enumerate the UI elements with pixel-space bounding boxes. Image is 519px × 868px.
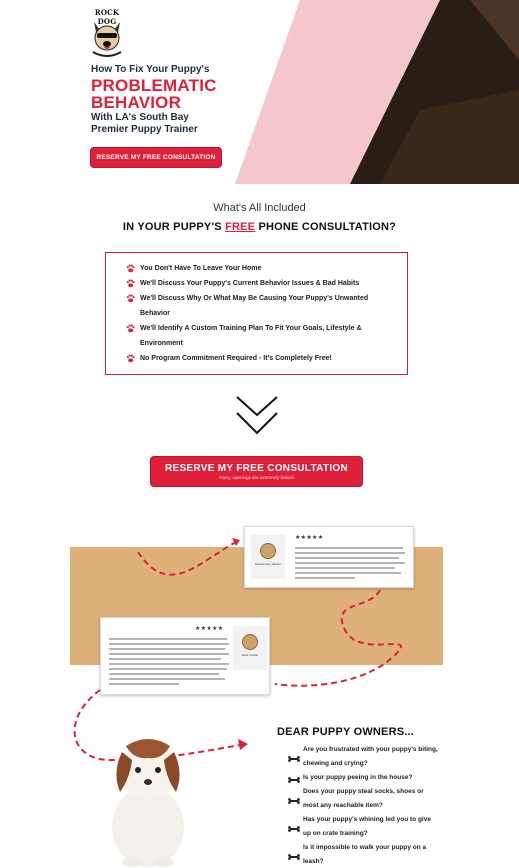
review-text-line [109,638,227,640]
review-card-2 [100,617,270,695]
hero-line-1: How To Fix Your Puppy's [91,64,210,75]
included-item-text: We'll Discuss Your Puppy's Current Behavior Issues & Bad Habits [140,280,360,287]
dear-item-text: Has your puppy's whining led you to give up on crate training? [303,816,431,837]
dog-logo-icon [88,16,126,62]
review-text-line [109,658,221,660]
dear-owners-title: DEAR PUPPY OWNERS... [277,726,415,738]
list-item [288,743,438,771]
main-reserve-subtext: Hurry, openings are extremely limited [219,475,294,480]
included-title-free: FREE [225,221,256,233]
included-item-text: No Program Commitment Required - It's Completely Free! [140,355,332,362]
dear-item-text: Is your puppy peeing in the house? [303,774,413,781]
hero-line-3b: Premier Puppy Trainer [91,124,198,135]
review-text-line [109,683,179,685]
list-item [288,841,438,868]
review-text-line [295,572,401,574]
paw-icon [126,294,135,303]
review-text-line [109,673,219,675]
hero-headline [91,64,261,136]
star-rating: ★★★★★ [295,535,324,541]
avatar [260,543,276,559]
review-text-line [109,678,225,680]
dear-item-text: Does your puppy steal socks, shoes or most any reachable item? [303,788,424,809]
review-text-line [295,567,395,569]
bone-icon [288,789,300,813]
logo-text: ROCK DOG [94,8,120,26]
double-chevron-down-icon [235,395,279,437]
paw-icon [126,324,135,333]
hero-line-3a: With LA's South Bay [91,112,189,123]
review-author: Dave Tucker [241,653,259,657]
review-text-line [109,648,225,650]
list-item [126,321,397,351]
dear-item-text: Is it impossible to walk your puppy on a leash? [303,844,427,865]
list-item [126,261,397,276]
included-pre-title: What's All Included [213,202,306,214]
included-item-text: You Don't Have To Leave Your Home [140,265,262,272]
list-item [288,771,438,785]
star-rating: ★★★★★ [195,626,224,632]
review-avatar-box [233,626,267,670]
review-text-line [295,557,399,559]
list-item [126,276,397,291]
bone-icon [288,845,300,868]
review-author: Denise Kay Jacobs [255,562,281,566]
bone-icon [288,775,300,785]
main-reserve-label: RESERVE MY FREE CONSULTATION [164,463,349,474]
review-text-line [295,577,355,579]
list-item [126,291,397,321]
included-title-after: PHONE CONSULTATION? [255,221,397,233]
bone-icon [288,747,300,771]
hero-section [0,0,519,184]
paw-icon [126,264,135,273]
list-item [126,351,397,366]
dear-owners-list [288,743,438,868]
review-text-line [295,552,405,554]
review-text-line [109,668,227,670]
included-title [0,221,519,233]
main-reserve-button[interactable] [150,456,363,487]
paw-icon [126,279,135,288]
hero-line-2b: BEHAVIOR [91,93,182,112]
puppy-image [92,712,202,868]
avatar [242,634,258,650]
list-item [288,785,438,813]
review-avatar-box [251,535,285,579]
hero-line-2a: PROBLEMATIC [91,76,217,95]
included-list-box [105,252,408,375]
included-item-text: We'll Discuss Why Or What May Be Causing Your Puppy's Unwanted Behavior [140,295,369,317]
rock-dog-logo[interactable] [88,8,126,62]
included-title-before: IN YOUR PUPPY'S [122,221,226,233]
list-item [288,813,438,841]
bone-icon [288,817,300,841]
review-text-line [109,653,229,655]
review-text-line [295,547,403,549]
dear-item-text: Are you frustrated with your puppy's biting, chewing and crying? [303,746,438,767]
included-item-text: We'll Identify A Custom Training Plan To Fit Your Goals, Lifestyle & Environment [140,325,362,347]
paw-icon [126,354,135,363]
review-card-1 [244,526,414,588]
review-text-line [295,562,405,564]
review-text-line [109,643,229,645]
hero-reserve-button[interactable]: RESERVE MY FREE CONSULTATION [90,147,222,168]
review-text-line [109,663,229,665]
